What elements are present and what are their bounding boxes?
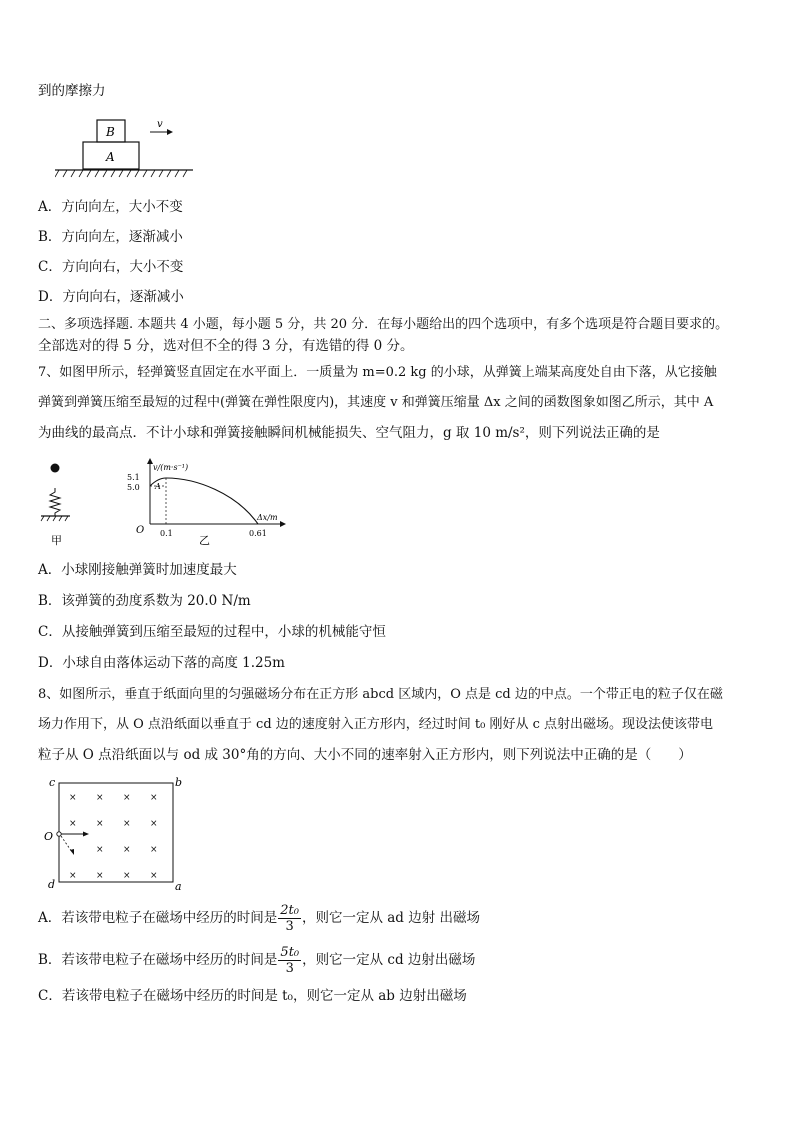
velocity-curve [150, 478, 258, 524]
svg-text:×: × [96, 793, 104, 803]
velocity-label: v [157, 119, 163, 130]
q7-option-c: C．从接触弹簧到压缩至最短的过程中，小球的机械能守恒 [38, 624, 386, 640]
point-a-label: A [155, 482, 161, 491]
section-2-instructions-line1: 二、多项选择题. 本题共 4 小题，每小题 5 分，共 20 分．在每小题给出的四个选项中，有多个选项是符合题目要求的。 [38, 317, 729, 332]
svg-text:×: × [69, 819, 77, 829]
svg-text:×: × [69, 871, 77, 881]
svg-text:×: × [69, 793, 77, 803]
q8-option-a-text: A．若该带电粒子在磁场中经历的时间是 [38, 910, 278, 926]
q8-option-b-text: B．若该带电粒子在磁场中经历的时间是 [38, 952, 278, 968]
q7-option-a: A．小球刚接触弹簧时加速度最大 [38, 562, 237, 578]
svg-text:×: × [123, 793, 131, 803]
q6-option-a: A．方向向左，大小不变 [38, 199, 183, 215]
point-o: O [44, 830, 54, 843]
q7-option-d: D．小球自由落体运动下落的高度 1.25m [38, 655, 285, 671]
block-diagram [55, 114, 195, 182]
svg-text:×: × [150, 819, 158, 829]
origin-label: O [136, 525, 145, 536]
corner-d: d [48, 878, 56, 891]
spring [50, 488, 60, 516]
question-6-stem-end: 到的摩擦力 [38, 83, 106, 99]
angled-velocity-line [61, 836, 72, 852]
q8-option-a-text-end: ，则它一定从 ad 边射 出磁场 [301, 910, 481, 926]
x-axis-label: Δx/m [257, 513, 278, 522]
question-8-line2: 场力作用下，从 O 点沿纸面以垂直于 cd 边的速度射入正方形内，经过时间 t₀ 刚好从 c 点射出磁场。现设法使该带电 [38, 717, 714, 732]
corner-a: a [175, 880, 182, 892]
fraction-5t0-over-3: $\frac{\text{5t₀}}{3}$ [280, 945, 300, 976]
svg-text:×: × [96, 819, 104, 829]
q6-option-c: C．方向向右，大小不变 [38, 259, 184, 275]
svg-text:×: × [123, 845, 131, 855]
question-8-line3: 粒子从 O 点沿纸面以与 od 成 30°角的方向、大小不同的速率射入正方形内，则下列说法中正确的是（ ） [38, 747, 692, 763]
magnetic-field-crosses [69, 793, 158, 881]
magnetic-field-diagram [40, 774, 190, 892]
spring-diagram-jia [38, 458, 88, 550]
block-a-label: A [106, 150, 115, 164]
q6-option-b: B．方向向左，逐渐减小 [38, 229, 183, 245]
y-tick-5-0: 5.0 [127, 483, 140, 492]
velocity-arrowhead [167, 129, 173, 135]
question-8-line1: 8、如图所示，垂直于纸面向里的匀强磁场分布在正方形 abcd 区域内，O 点是 cd 边的中点。一个带正电的粒子仅在磁 [38, 687, 723, 702]
svg-text:×: × [96, 871, 104, 881]
svg-text:×: × [150, 845, 158, 855]
x-axis-arrow [280, 521, 286, 527]
ground-hatch [55, 170, 187, 177]
svg-text:×: × [123, 819, 131, 829]
velocity-compression-graph [126, 458, 296, 550]
label-yi: 乙 [199, 534, 210, 547]
x-tick-0-61: 0.61 [249, 529, 267, 538]
svg-text:×: × [123, 871, 131, 881]
svg-text:×: × [150, 793, 158, 803]
q8-option-b [38, 945, 475, 976]
angled-velocity-arrowhead [70, 849, 74, 855]
y-tick-5-1: 5.1 [127, 473, 140, 482]
y-axis-label: v/(m·s⁻¹) [153, 463, 189, 472]
svg-text:×: × [150, 871, 158, 881]
question-7-line1: 7、如图甲所示，轻弹簧竖直固定在水平面上．一质量为 m=0.2 kg 的小球，从弹簧上端某高度处自由下落，从它接触 [38, 365, 717, 380]
q6-option-d: D．方向向右，逐渐减小 [38, 289, 184, 305]
corner-c: c [49, 776, 56, 789]
label-jia: 甲 [51, 534, 62, 547]
initial-velocity-arrowhead [83, 832, 89, 837]
fraction-2t0-over-3: $\frac{\text{2t₀}}{3}$ [280, 903, 299, 934]
q7-option-b: B．该弹簧的劲度系数为 20.0 N/m [38, 593, 251, 609]
ball [51, 464, 60, 473]
x-tick-0-1: 0.1 [160, 529, 173, 538]
block-b-label: B [106, 125, 115, 139]
question-7-line3: 为曲线的最高点．不计小球和弹簧接触瞬间机械能损失、空气阻力，g 取 10 m/s²，则下列说法正确的是 [38, 425, 660, 441]
point-o-marker [57, 832, 61, 836]
q8-option-a [38, 903, 480, 934]
svg-text:×: × [96, 845, 104, 855]
spring-base-hatch [41, 516, 68, 521]
question-7-line2: 弹簧到弹簧压缩至最短的过程中(弹簧在弹性限度内)，其速度 v 和弹簧压缩量 Δx 之间的函数图象如图乙所示，其中 A [38, 395, 714, 410]
section-2-instructions-line2: 全部选对的得 5 分，选对但不全的得 3 分，有选错的得 0 分。 [38, 338, 414, 354]
corner-b: b [175, 776, 183, 789]
q8-option-c: C．若该带电粒子在磁场中经历的时间是 t₀，则它一定从 ab 边射出磁场 [38, 988, 467, 1004]
q8-option-b-text-end: ，则它一定从 cd 边射出磁场 [302, 952, 476, 968]
